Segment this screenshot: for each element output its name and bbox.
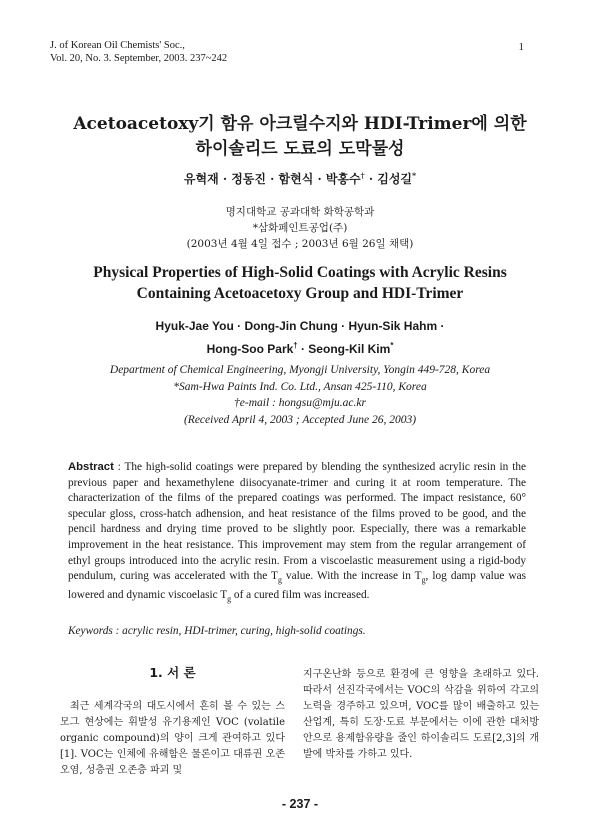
corresponding-mark: † [293, 341, 298, 350]
tg-subscript: g [277, 575, 282, 585]
author-park: Hong-Soo Park [206, 342, 294, 356]
body-column-right [303, 667, 539, 763]
korean-title-line-2: 하이솔리드 도료의 도막물성 [195, 139, 405, 159]
abstract-text-2: value. With the increase in T [281, 570, 422, 583]
korean-dates: (2003년 4월 4일 접수 ; 2003년 6월 26일 채택) [186, 238, 414, 250]
korean-affiliations [0, 204, 600, 252]
english-authors-line-2 [0, 336, 600, 359]
korean-affiliation-2: *삼화페인트공업(주) [252, 222, 348, 234]
korean-authors-tail: · 김성길 [364, 172, 413, 186]
korean-title [0, 112, 600, 162]
journal-citation [50, 39, 227, 65]
keywords: Keywords : acrylic resin, HDI-trimer, curing, high-solid coatings. [68, 625, 366, 637]
english-authors [0, 317, 600, 359]
journal-line-2: Vol. 20, No. 3. September, 2003. 237~242 [50, 53, 228, 64]
tg-subscript: g [227, 594, 232, 604]
body-column-left [60, 663, 285, 779]
english-affiliation-2: *Sam-Hwa Paints Ind. Co. Ltd., Ansan 425-110, Korea [173, 380, 427, 393]
english-affiliation-1: Department of Chemical Engineering, Myongji University, Yongin 449-728, Korea [109, 364, 491, 376]
korean-affiliation-1: 명지대학교 공과대학 화학공학과 [225, 206, 375, 218]
section-heading: 1. 서 론 [149, 665, 196, 680]
english-authors-line-1: Hyuk-Jae You · Dong-Jin Chung · Hyun-Sik Hahm · [155, 319, 445, 333]
abstract-label: Abstract [68, 461, 114, 473]
english-title-line-2: Containing Acetoacetoxy Group and HDI-Trimer [136, 285, 464, 302]
affiliation-mark: * [390, 341, 394, 350]
intro-paragraph-right: 지구온난화 등으로 환경에 큰 영향을 초래하고 있다. 따라서 선진각국에서는 VOC의 삭감을 위하여 각고의 노력을 경주하고 있으며, VOC를 많이 배출하고 있는 산업계, 특히 도장·도료 부문에서는 이에 관한 대처방안으로 용제함유량을 줄인 하이솔리드 도료[2,3]의 개발에 박차를 가하고 있다. [303, 669, 539, 760]
footer-page-number: - 237 - [281, 797, 319, 811]
korean-title-line-1: Acetoacetoxy기 함유 아크릴수지와 HDI-Trimer에 의한 [73, 114, 527, 134]
header-page-number: 1 [518, 41, 524, 53]
intro-paragraph-left: 최근 세계각국의 대도시에서 흔히 볼 수 있는 스모그 현상에는 휘발성 유기용제인 VOC (volatile organic compound)의 양이 크게 관여하고 있다[1]. VOC는 인체에 유해함은 물론이고 대류권 오존 오염, 성층권 오존층 파괴 및 [60, 701, 285, 776]
journal-line-1: J. of Korean Oil Chemists' Soc., [50, 40, 185, 51]
abstract-text-3: , log damp value was lowered and dynamic viscoelasic T [68, 570, 527, 601]
abstract-text-1: : The high-solid coatings were prepared by blending the synthesized acrylic resin in the previous paper and hexamethylene diisocyanate-trimer and curing it at room temperature. The characterization of the films of the prepared coatings was performed. The impact resistance, 60° specular gloss, cross-hatch adhension, and heat resistance of the films proved to be good, and the pencil hardness and drying time proved to be slightly poor. Especially, there was a remarkable improvement in the heat resistance. This improvement may stem from the regular arrangement of ethyl groups introduced into the acrylic resin. From a viscoelastic measurement using a rigid-body pendulum, curing was accelerated with the T [68, 461, 526, 583]
affiliation-mark: * [412, 171, 417, 180]
english-title [0, 262, 600, 304]
english-affiliations [0, 362, 600, 428]
english-dates: (Received April 4, 2003 ; Accepted June 26, 2003) [183, 413, 417, 426]
korean-authors-main: 유혁재 · 정동진 · 함현식 · 박홍수 [183, 172, 361, 186]
author-kim: · Seong-Kil Kim [297, 342, 391, 356]
tg-subscript: g [421, 575, 426, 585]
contact-email: †e-mail : hongsu@mju.ac.kr [234, 397, 366, 409]
corresponding-mark: † [360, 171, 365, 180]
english-title-line-1: Physical Properties of High-Solid Coatings with Acrylic Resins [93, 264, 507, 281]
abstract [68, 460, 526, 607]
abstract-text-4: of a cured film was increased. [231, 589, 370, 601]
korean-authors [0, 170, 600, 187]
